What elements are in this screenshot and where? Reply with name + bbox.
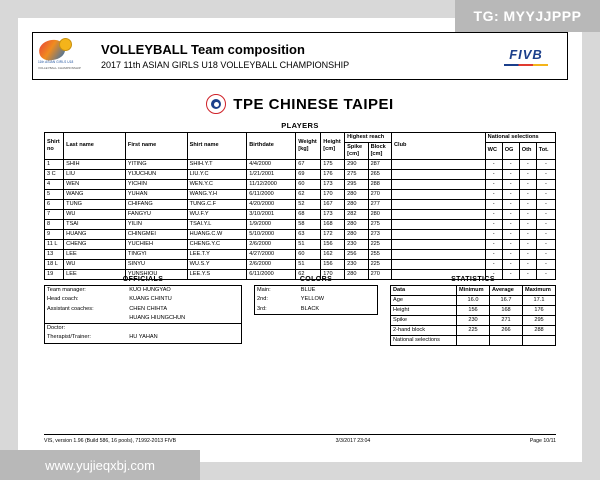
cell-last-name: TSAI	[64, 219, 126, 229]
col-shirt-name: Shirt name	[187, 133, 247, 160]
stat-max: 176	[523, 305, 556, 315]
cell-spike: 290	[345, 159, 368, 169]
cell-shirt-no: 5	[45, 189, 64, 199]
color-slot: 2nd:	[257, 296, 268, 303]
cell-birthdate: 1/21/2001	[247, 169, 296, 179]
col-club: Club	[391, 133, 485, 160]
footer-version: VIS, version 1.96 (Build 586, 16 pools), 71992-2013 FIVB	[44, 438, 177, 444]
cell-club	[391, 159, 485, 169]
players-header-row-1	[45, 133, 556, 143]
statistics-header-row	[391, 286, 556, 296]
statistics-row	[391, 335, 556, 345]
cell-weight: 62	[296, 189, 321, 199]
cell-tot: -	[536, 199, 555, 209]
cell-tot: -	[536, 229, 555, 239]
logo-text-line1: 11th ASIAN GIRLS U18	[38, 60, 74, 64]
cell-og: -	[502, 169, 519, 179]
watermark-tg: TG: MYYJJPPP	[455, 0, 600, 32]
cell-spike: 280	[345, 219, 368, 229]
table-row	[45, 229, 556, 239]
cell-height: 176	[321, 169, 345, 179]
cell-og: -	[502, 249, 519, 259]
page-subtitle: 2017 11th ASIAN GIRLS U18 VOLLEYBALL CHAMPIONSHIP	[101, 60, 350, 70]
stat-avg	[490, 335, 523, 345]
col-highest-reach: Highest reach	[345, 133, 392, 143]
cell-wc: -	[485, 229, 502, 239]
cell-shirt-no: 11 L	[45, 239, 64, 249]
cell-last-name: WANG	[64, 189, 126, 199]
cell-height: 173	[321, 209, 345, 219]
statistics-label: STATISTICS	[451, 276, 495, 283]
official-name: CHEN CHIHTA	[129, 305, 168, 312]
cell-last-name: LIU	[64, 169, 126, 179]
watermark-url: www.yujieqxbj.com	[0, 450, 200, 480]
footer-timestamp: 3/3/2017 23:04	[335, 438, 371, 444]
cell-block: 255	[368, 249, 391, 259]
cell-birthdate: 6/11/2000	[247, 269, 296, 279]
cell-birthdate: 2/6/2000	[247, 259, 296, 269]
col-oth: Oth	[519, 142, 536, 159]
cell-club	[391, 189, 485, 199]
cell-first-name: YUNSHIOU	[125, 269, 187, 279]
officials-row	[45, 324, 242, 334]
cell-block: 270	[368, 189, 391, 199]
cell-club	[391, 179, 485, 189]
cell-first-name: YUHAN	[125, 189, 187, 199]
cell-block: 270	[368, 269, 391, 279]
colors-label: COLORS	[299, 276, 333, 283]
cell-tot: -	[536, 249, 555, 259]
cell-shirt-name: WANG.Y.H	[187, 189, 247, 199]
official-role: Team manager:	[47, 287, 86, 293]
col-shirt-no: Shirt no	[45, 133, 64, 160]
table-row	[45, 179, 556, 189]
stat-min: 225	[457, 325, 490, 335]
colors-panel	[254, 276, 378, 346]
cell-weight: 63	[296, 229, 321, 239]
cell-og: -	[502, 269, 519, 279]
officials-table	[44, 285, 242, 344]
color-slot: 3rd:	[257, 305, 267, 312]
cell-shirt-no: 19	[45, 269, 64, 279]
table-row	[45, 249, 556, 259]
cell-height: 167	[321, 199, 345, 209]
team-name: TPE CHINESE TAIPEI	[233, 95, 394, 113]
cell-spike: 275	[345, 169, 368, 179]
cell-weight: 58	[296, 219, 321, 229]
official-name: KUANG CHINTU	[129, 296, 172, 303]
cell-birthdate: 4/4/2000	[247, 159, 296, 169]
col-national-selections: National selections	[485, 133, 555, 143]
statistics-column-header: Maximum	[523, 286, 556, 296]
cell-club	[391, 259, 485, 269]
cell-shirt-no: 3 C	[45, 169, 64, 179]
statistics-row	[391, 295, 556, 305]
cell-tot: -	[536, 209, 555, 219]
cell-og: -	[502, 179, 519, 189]
cell-tot: -	[536, 159, 555, 169]
officials-row	[45, 314, 242, 324]
cell-shirt-no: 9	[45, 229, 64, 239]
cell-wc: -	[485, 209, 502, 219]
cell-block: 277	[368, 199, 391, 209]
document-header	[32, 32, 568, 80]
official-role	[45, 314, 128, 324]
cell-wc: -	[485, 219, 502, 229]
cell-shirt-no: 18 L	[45, 259, 64, 269]
cell-oth: -	[519, 199, 536, 209]
cell-shirt-name: LEE.Y.S	[187, 269, 247, 279]
cell-tot: -	[536, 179, 555, 189]
col-weight: Weight [kg]	[296, 133, 321, 160]
footer-page: Page 10/11	[529, 438, 556, 444]
cell-tot: -	[536, 269, 555, 279]
col-og: OG	[502, 142, 519, 159]
team-emblem-icon	[206, 94, 226, 114]
stat-max: 17.1	[523, 295, 556, 305]
cell-height: 156	[321, 239, 345, 249]
cell-shirt-name: SHIH.Y.T	[187, 159, 247, 169]
color-slot: Main:	[257, 287, 271, 293]
players-table	[44, 132, 556, 280]
officials-row	[45, 295, 242, 304]
cell-first-name: YICHIN	[125, 179, 187, 189]
cell-tot: -	[536, 239, 555, 249]
official-name: KUO HUNGYAO	[129, 287, 171, 293]
cell-first-name: TINGYI	[125, 249, 187, 259]
cell-last-name: LEE	[64, 269, 126, 279]
cell-first-name: YILIN	[125, 219, 187, 229]
cell-spike: 280	[345, 229, 368, 239]
cell-club	[391, 169, 485, 179]
cell-last-name: WU	[64, 209, 126, 219]
cell-spike: 295	[345, 179, 368, 189]
fivb-rule	[504, 64, 548, 66]
cell-tot: -	[536, 219, 555, 229]
cell-block: 287	[368, 159, 391, 169]
cell-birthdate: 3/10/2001	[247, 209, 296, 219]
cell-weight: 60	[296, 249, 321, 259]
cell-oth: -	[519, 219, 536, 229]
cell-spike: 280	[345, 199, 368, 209]
cell-shirt-name: LIU.Y.C	[187, 169, 247, 179]
cell-shirt-name: HUANG.C.W	[187, 229, 247, 239]
cell-spike: 282	[345, 209, 368, 219]
page-title: VOLLEYBALL Team composition	[101, 42, 305, 57]
cell-wc: -	[485, 189, 502, 199]
players-section-label: PLAYERS	[281, 121, 319, 130]
cell-height: 168	[321, 219, 345, 229]
cell-weight: 60	[296, 179, 321, 189]
stat-max	[523, 335, 556, 345]
officials-row	[45, 333, 242, 343]
cell-shirt-no: 8	[45, 219, 64, 229]
cell-height: 175	[321, 159, 345, 169]
players-table-body	[45, 159, 556, 279]
statistics-column-header: Minimum	[457, 286, 490, 296]
cell-shirt-no: 1	[45, 159, 64, 169]
statistics-table-body	[391, 295, 556, 345]
cell-last-name: SHIH	[64, 159, 126, 169]
cell-og: -	[502, 199, 519, 209]
stat-name: Age	[391, 295, 457, 305]
colors-row	[255, 295, 378, 304]
official-role: Doctor:	[45, 324, 128, 334]
stat-avg: 168	[490, 305, 523, 315]
cell-shirt-name: WU.F.Y	[187, 209, 247, 219]
stat-min: 230	[457, 315, 490, 325]
cell-height: 162	[321, 249, 345, 259]
statistics-row	[391, 315, 556, 325]
cell-last-name: HUANG	[64, 229, 126, 239]
cell-og: -	[502, 239, 519, 249]
cell-oth: -	[519, 209, 536, 219]
table-row	[45, 199, 556, 209]
cell-last-name: LEE	[64, 249, 126, 259]
cell-wc: -	[485, 259, 502, 269]
col-block: Block [cm]	[368, 142, 391, 159]
cell-oth: -	[519, 269, 536, 279]
cell-shirt-name: TSAI.Y.L	[187, 219, 247, 229]
stat-min: 156	[457, 305, 490, 315]
cell-height: 170	[321, 269, 345, 279]
stat-name: National selections	[391, 335, 457, 345]
stat-avg: 271	[490, 315, 523, 325]
cell-shirt-name: WEN.Y.C	[187, 179, 247, 189]
official-name: HU YAHAN	[129, 334, 158, 341]
players-section	[44, 121, 556, 280]
stat-max: 288	[523, 325, 556, 335]
cell-wc: -	[485, 179, 502, 189]
col-height: Height [cm]	[321, 133, 345, 160]
color-value: BLUE	[300, 287, 316, 293]
cell-block: 225	[368, 239, 391, 249]
bottom-panels	[44, 276, 556, 346]
cell-club	[391, 239, 485, 249]
cell-oth: -	[519, 169, 536, 179]
cell-wc: -	[485, 249, 502, 259]
color-value: BLACK	[300, 305, 320, 312]
cell-last-name: WEN	[64, 179, 126, 189]
cell-birthdate: 6/11/2000	[247, 189, 296, 199]
cell-shirt-no: 7	[45, 209, 64, 219]
cell-weight: 68	[296, 209, 321, 219]
cell-block: 288	[368, 179, 391, 189]
cell-og: -	[502, 229, 519, 239]
table-row	[45, 259, 556, 269]
statistics-row	[391, 305, 556, 315]
cell-oth: -	[519, 159, 536, 169]
fivb-label: FIVB	[509, 46, 543, 62]
table-row	[45, 169, 556, 179]
logo-text-line2: VOLLEYBALL CHAMPIONSHIP	[38, 66, 81, 70]
table-row	[45, 219, 556, 229]
col-tot: Tot.	[536, 142, 555, 159]
cell-height: 172	[321, 229, 345, 239]
cell-og: -	[502, 219, 519, 229]
cell-last-name: WU	[64, 259, 126, 269]
cell-og: -	[502, 159, 519, 169]
header-titles	[95, 42, 491, 70]
cell-block: 265	[368, 169, 391, 179]
fivb-logo	[491, 47, 567, 66]
cell-oth: -	[519, 239, 536, 249]
cell-shirt-name: LEE.T.Y	[187, 249, 247, 259]
cell-shirt-name: TUNG.C.F	[187, 199, 247, 209]
cell-shirt-no: 6	[45, 199, 64, 209]
cell-club	[391, 209, 485, 219]
cell-og: -	[502, 209, 519, 219]
cell-club	[391, 199, 485, 209]
championship-logo-icon	[33, 33, 95, 79]
stat-avg: 16.7	[490, 295, 523, 305]
cell-wc: -	[485, 199, 502, 209]
statistics-row	[391, 325, 556, 335]
players-table-head	[45, 133, 556, 160]
colors-row	[255, 305, 378, 315]
officials-label: OFFICIALS	[122, 276, 164, 283]
stat-min: 16.0	[457, 295, 490, 305]
col-wc: WC	[485, 142, 502, 159]
cell-club	[391, 249, 485, 259]
col-birthdate: Birthdate	[247, 133, 296, 160]
cell-shirt-name: CHENG.Y.C	[187, 239, 247, 249]
cell-first-name: YIJUCHUN	[125, 169, 187, 179]
cell-first-name: YUCHIEH	[125, 239, 187, 249]
cell-og: -	[502, 189, 519, 199]
cell-oth: -	[519, 249, 536, 259]
cell-shirt-name: WU.S.Y	[187, 259, 247, 269]
document-footer	[44, 434, 556, 444]
cell-shirt-no: 13	[45, 249, 64, 259]
statistics-column-header: Data	[391, 286, 457, 296]
cell-tot: -	[536, 259, 555, 269]
cell-oth: -	[519, 179, 536, 189]
cell-wc: -	[485, 169, 502, 179]
statistics-panel	[390, 276, 556, 346]
cell-birthdate: 4/20/2000	[247, 199, 296, 209]
table-row	[45, 209, 556, 219]
stat-name: Height	[391, 305, 457, 315]
cell-birthdate: 2/6/2000	[247, 239, 296, 249]
team-title	[18, 94, 582, 114]
cell-first-name: SINYU	[125, 259, 187, 269]
officials-panel	[44, 276, 242, 346]
cell-oth: -	[519, 259, 536, 269]
cell-block: 273	[368, 229, 391, 239]
stat-max: 295	[523, 315, 556, 325]
colors-row	[255, 286, 378, 296]
statistics-column-header: Average	[490, 286, 523, 296]
cell-tot: -	[536, 169, 555, 179]
cell-last-name: TUNG	[64, 199, 126, 209]
cell-spike: 280	[345, 189, 368, 199]
cell-og: -	[502, 259, 519, 269]
cell-weight: 51	[296, 259, 321, 269]
cell-club	[391, 229, 485, 239]
cell-oth: -	[519, 189, 536, 199]
cell-last-name: CHENG	[64, 239, 126, 249]
official-name	[127, 324, 241, 334]
color-value: YELLOW	[300, 296, 325, 303]
col-spike: Spike [cm]	[345, 142, 368, 159]
cell-club	[391, 219, 485, 229]
official-role: Assistant coaches:	[47, 305, 94, 312]
cell-birthdate: 4/27/2000	[247, 249, 296, 259]
cell-weight: 67	[296, 159, 321, 169]
cell-block: 225	[368, 259, 391, 269]
cell-spike: 280	[345, 269, 368, 279]
cell-shirt-no: 4	[45, 179, 64, 189]
official-role: Head coach:	[47, 296, 79, 303]
stat-avg: 266	[490, 325, 523, 335]
cell-first-name: CHINGMEI	[125, 229, 187, 239]
cell-wc: -	[485, 269, 502, 279]
document-page	[18, 18, 582, 462]
cell-tot: -	[536, 189, 555, 199]
cell-first-name: YITING	[125, 159, 187, 169]
cell-birthdate: 1/9/2000	[247, 219, 296, 229]
colors-table	[254, 285, 378, 315]
col-first-name: First name	[125, 133, 187, 160]
cell-spike: 256	[345, 249, 368, 259]
table-row	[45, 239, 556, 249]
cell-spike: 230	[345, 259, 368, 269]
cell-oth: -	[519, 229, 536, 239]
cell-birthdate: 11/12/2000	[247, 179, 296, 189]
cell-birthdate: 5/10/2000	[247, 229, 296, 239]
cell-spike: 230	[345, 239, 368, 249]
cell-weight: 51	[296, 239, 321, 249]
table-row	[45, 159, 556, 169]
col-last-name: Last name	[64, 133, 126, 160]
cell-block: 275	[368, 219, 391, 229]
table-row	[45, 189, 556, 199]
cell-weight: 62	[296, 269, 321, 279]
official-role: Therapist/Trainer:	[47, 334, 91, 341]
official-name: HUANG HIUNGCHUN	[129, 314, 186, 321]
cell-block: 280	[368, 209, 391, 219]
cell-wc: -	[485, 159, 502, 169]
statistics-table	[390, 285, 556, 346]
officials-row	[45, 305, 242, 314]
cell-weight: 69	[296, 169, 321, 179]
cell-height: 170	[321, 189, 345, 199]
cell-first-name: FANGYU	[125, 209, 187, 219]
stat-min	[457, 335, 490, 345]
cell-first-name: CHIFANG	[125, 199, 187, 209]
cell-height: 173	[321, 179, 345, 189]
cell-weight: 52	[296, 199, 321, 209]
stat-name: 2-hand block	[391, 325, 457, 335]
cell-wc: -	[485, 239, 502, 249]
officials-row	[45, 286, 242, 296]
stat-name: Spike	[391, 315, 457, 325]
cell-height: 156	[321, 259, 345, 269]
